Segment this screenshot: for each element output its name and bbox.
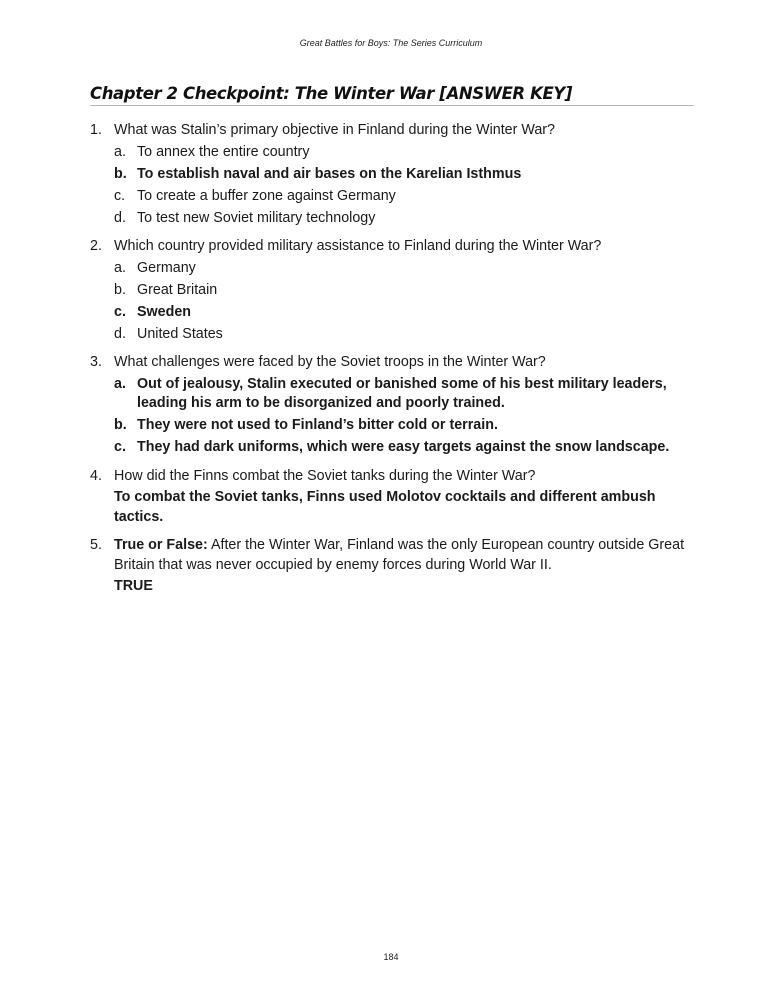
question-2 xyxy=(90,237,702,344)
option-text: To create a buffer zone against Germany xyxy=(137,187,396,204)
option-list xyxy=(114,375,702,458)
option-letter: a. xyxy=(114,259,126,276)
option-a xyxy=(114,143,702,163)
question-text: How did the Finns combat the Soviet tanks during the Winter War? xyxy=(114,467,536,484)
question-3 xyxy=(90,353,702,458)
option-a-correct xyxy=(114,375,702,414)
question-number: 2. xyxy=(90,238,102,254)
question-list xyxy=(90,121,702,606)
option-letter: d. xyxy=(114,209,126,226)
option-text: To test new Soviet military technology xyxy=(137,209,376,226)
option-b-correct xyxy=(114,416,702,436)
option-b-correct xyxy=(114,165,702,185)
question-number: 4. xyxy=(90,467,102,484)
option-letter: d. xyxy=(114,325,126,342)
question-body: After the Winter War, Finland was the only European country outside Great Britain that was never occupied by enemy forces during World War II. xyxy=(114,537,685,573)
chapter-title: Chapter 2 Checkpoint: The Winter War [ANSWER KEY] xyxy=(90,84,694,106)
option-text: Out of jealousy, Stalin executed or banished some of his best military leaders, leading his arm to be disorganized and poorly trained. xyxy=(137,375,667,411)
question-text: What was Stalin’s primary objective in Finland during the Winter War? xyxy=(114,122,555,138)
option-d xyxy=(114,209,702,229)
option-letter: b. xyxy=(114,281,126,298)
question-number: 1. xyxy=(90,122,102,138)
answer-text: TRUE xyxy=(114,578,153,594)
running-header: Great Battles for Boys: The Series Curriculum xyxy=(299,38,483,48)
option-letter: a. xyxy=(114,143,126,160)
option-letter: c. xyxy=(114,303,126,320)
option-letter: b. xyxy=(114,417,127,433)
answer-text: To combat the Soviet tanks, Finns used Molotov cocktails and different ambush tactics. xyxy=(114,489,656,525)
question-1 xyxy=(90,121,702,228)
option-d xyxy=(114,325,702,345)
page-number: 184 xyxy=(383,952,399,962)
option-c xyxy=(114,187,702,207)
option-letter: c. xyxy=(114,439,126,455)
question-4 xyxy=(90,467,702,528)
option-text: Great Britain xyxy=(137,281,218,298)
question-text: What challenges were faced by the Soviet troops in the Winter War? xyxy=(114,354,546,370)
option-list xyxy=(114,259,702,345)
true-false-label: True or False: xyxy=(114,537,208,553)
question-5 xyxy=(90,536,702,597)
option-letter: c. xyxy=(114,187,126,204)
option-b xyxy=(114,281,702,301)
option-text: Germany xyxy=(137,259,196,276)
option-letter: b. xyxy=(114,165,127,182)
question-number: 3. xyxy=(90,354,102,370)
option-text: To annex the entire country xyxy=(137,143,310,160)
question-text: Which country provided military assistance to Finland during the Winter War? xyxy=(114,238,602,254)
option-list xyxy=(114,143,702,229)
option-text: They were not used to Finland’s bitter cold or terrain. xyxy=(137,417,498,433)
option-text: They had dark uniforms, which were easy targets against the snow landscape. xyxy=(137,439,670,455)
question-number: 5. xyxy=(90,537,102,553)
option-c-correct xyxy=(114,303,702,323)
option-a xyxy=(114,259,702,279)
option-text: To establish naval and air bases on the Karelian Isthmus xyxy=(137,165,522,182)
option-text: Sweden xyxy=(137,303,192,320)
option-letter: a. xyxy=(114,375,126,392)
option-c-correct xyxy=(114,438,702,458)
option-text: United States xyxy=(137,325,223,342)
question-text xyxy=(114,536,702,575)
